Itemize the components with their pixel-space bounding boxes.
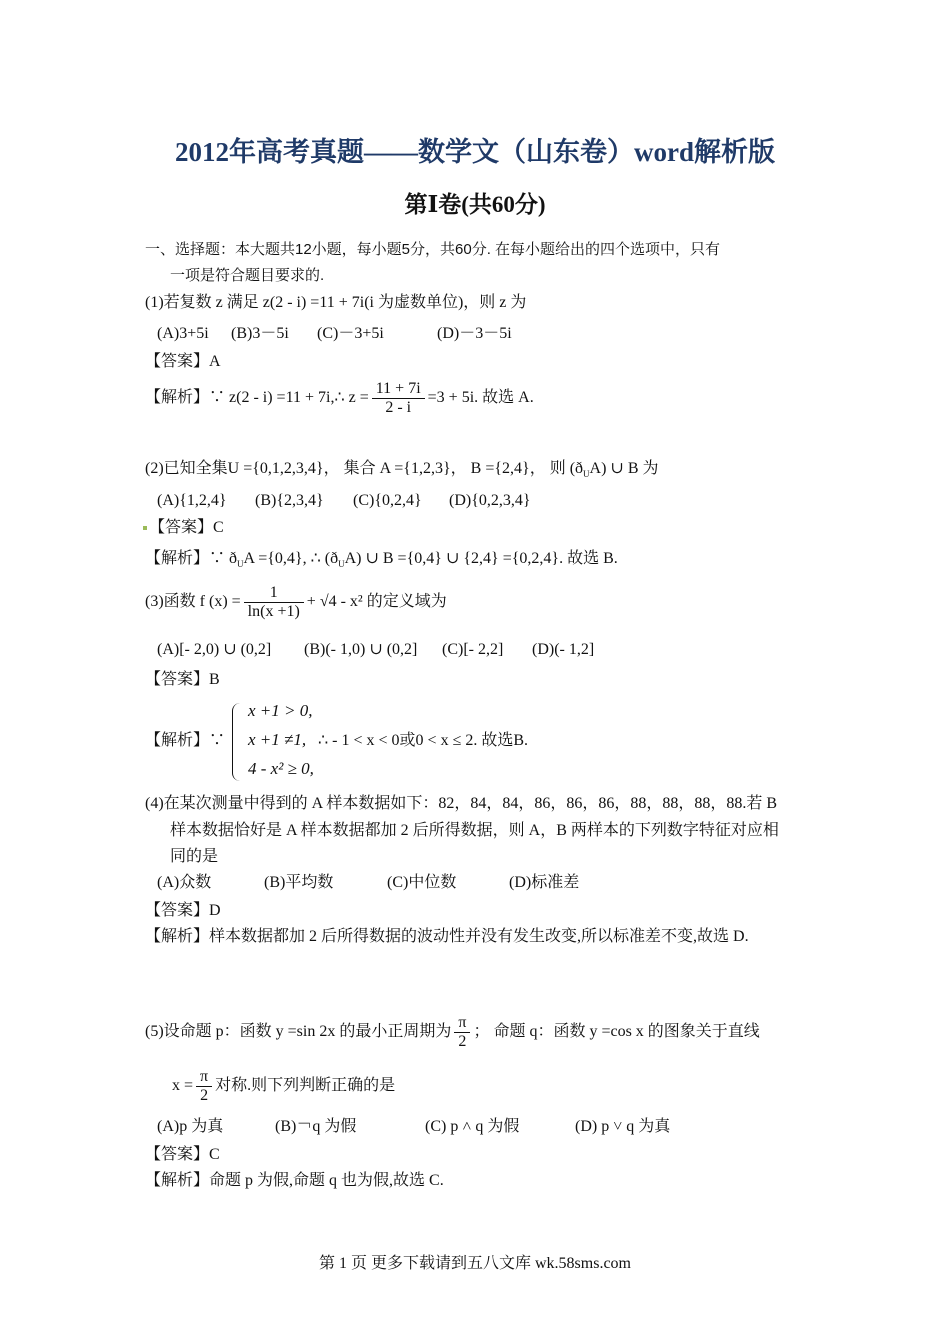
section-subtitle: 第Ⅰ卷(共60分) — [404, 192, 546, 217]
q1-analysis-pre: ∵ z(2 - i) =11 + 7i,∴ z = — [209, 389, 369, 406]
q1-analysis-post: =3 + 5i. 故选 A. — [427, 389, 534, 406]
analysis-tag: 【解析】 — [145, 928, 210, 945]
system-brace — [232, 703, 243, 781]
q5-frac-den: 2 — [458, 1032, 467, 1050]
q3-stem-mid: + √4 - x² — [306, 593, 363, 610]
q3-analysis-label — [145, 731, 225, 751]
q3-option-b: (B)(- 1,0) ∪ (0,2] — [304, 641, 418, 658]
q2-stem — [145, 459, 659, 484]
q4-answer-value: D — [209, 902, 221, 919]
q4-stem-line-1: (4)在某次测量中得到的 A 样本数据如下：82，84，84，86，86，86，88，88，88，88.若 B — [145, 795, 778, 812]
q3-analysis-pre: ∵ — [209, 732, 226, 749]
q1-option-b: (B)3－5i — [231, 325, 289, 342]
q1-options — [157, 324, 512, 344]
q2-analysis-post: A) ∪ B ={0,4} ∪ {2,4} ={0,2,4}. 故选 B. — [344, 550, 618, 567]
analysis-tag: 【解析】 — [145, 732, 210, 749]
q1-analysis — [145, 378, 534, 418]
q5-option-d: (D) p ˅ q 为真 — [575, 1118, 671, 1135]
q1-frac-den: 2 - i — [385, 398, 412, 416]
q5-stem-pre: (5)设命题 p：函数 y =sin 2x 的最小正周期为 — [145, 1023, 452, 1040]
section-heading: 一、选择题：本大题共12小题，每小题5分，共60分. 在每小题给出的四个选项中，只有 — [145, 241, 721, 258]
q2-stem-text: (2)已知全集U ={0,1,2,3,4}， 集合 A ={1,2,3}， B ={2,4}， 则 (ð — [145, 460, 584, 477]
q5-frac-num: π — [454, 1014, 470, 1033]
q4-analysis — [145, 927, 749, 947]
q4-option-b: (B)平均数 — [264, 874, 334, 891]
q1-answer — [145, 352, 221, 372]
q5-options — [157, 1117, 670, 1137]
q2-answer — [141, 518, 224, 538]
q4-option-d: (D)标准差 — [509, 874, 580, 891]
q3-option-d: (D)(- 1,2] — [532, 641, 595, 658]
q1-option-c: (C)－3+5i — [317, 325, 384, 342]
q2-options — [157, 491, 531, 511]
q2-option-b: (B){2,3,4} — [255, 492, 324, 509]
q4-stem-line-3: 同的是 — [170, 848, 219, 865]
q3-stem-pre: (3)函数 f (x) = — [145, 593, 241, 610]
q4-answer — [145, 901, 221, 921]
analysis-tag: 【解析】 — [145, 550, 210, 567]
q2-analysis-sub: U — [237, 559, 244, 570]
answer-tag: 【答案】 — [149, 519, 214, 536]
answer-tag: 【答案】 — [145, 1146, 210, 1163]
q2-stem-end: A) ∪ B 为 — [589, 460, 659, 477]
q5-frac2-den: 2 — [200, 1086, 209, 1104]
q2-analysis-mid: A ={0,4}, ∴ (ð — [243, 550, 339, 567]
q3-frac-num: 1 — [244, 584, 304, 603]
q1-frac-num: 11 + 7i — [372, 380, 425, 399]
q2-stem-sub: U — [583, 469, 590, 480]
q5-analysis-text: 命题 p 为假,命题 q 也为假,故选 C. — [209, 1172, 444, 1189]
q5-analysis — [145, 1171, 444, 1191]
answer-tag: 【答案】 — [145, 902, 210, 919]
marker-dot — [143, 526, 147, 530]
q5-option-c: (C) p ˄ q 为假 — [425, 1118, 520, 1135]
q3-sys-line-2: x +1 ≠1, — [248, 730, 307, 749]
q3-frac-den: ln(x +1) — [247, 602, 300, 620]
q2-option-d: (D){0,2,3,4} — [449, 492, 531, 509]
q4-analysis-text: 样本数据都加 2 后所得数据的波动性并没有发生改变,所以标准差不变,故选 D. — [209, 928, 749, 945]
q2-analysis — [145, 549, 618, 574]
q3-fraction — [244, 584, 304, 621]
q2-option-a: (A){1,2,4} — [157, 492, 227, 509]
q5-stem-post: ； 命题 q：函数 y =cos x 的图象关于直线 — [473, 1023, 760, 1040]
q5-fraction-2 — [196, 1068, 212, 1105]
q3-sys-line-1: x +1 > 0, — [248, 701, 313, 720]
section-heading-cont: 一项是符合题目要求的. — [170, 267, 325, 284]
q5-answer — [145, 1145, 220, 1165]
q4-stem-line-2: 样本数据恰好是 A 样本数据都加 2 后所得数据，则 A，B 两样本的下列数字特征对应相 — [170, 822, 779, 839]
q3-stem-post: 的定义域为 — [366, 593, 447, 610]
q5-line2-post: 对称.则下列判断正确的是 — [215, 1077, 396, 1094]
q4-option-c: (C)中位数 — [387, 874, 457, 891]
q4-option-a: (A)众数 — [157, 874, 212, 891]
q3-option-c: (C)[- 2,2] — [442, 641, 504, 658]
q2-option-c: (C){0,2,4} — [353, 492, 422, 509]
q1-stem: (1)若复数 z 满足 z(2 - i) =11 + 7i(i 为虚数单位)，则 z 为 — [145, 294, 527, 311]
q5-option-b: (B)￢q 为假 — [275, 1118, 357, 1135]
document-title: 2012年高考真题——数学文（山东卷）word解析版 — [175, 137, 775, 167]
q5-stem — [145, 1012, 760, 1052]
q1-answer-value: A — [209, 353, 221, 370]
q2-analysis-sub2: U — [338, 559, 345, 570]
analysis-tag: 【解析】 — [145, 389, 210, 406]
q2-answer-value: C — [213, 519, 224, 536]
q5-option-a: (A)p 为真 — [157, 1118, 224, 1135]
q3-answer — [145, 670, 220, 690]
answer-tag: 【答案】 — [145, 671, 210, 688]
q3-sys-line-3: 4 - x² ≥ 0, — [248, 759, 314, 778]
q4-options — [157, 873, 579, 893]
page-footer: 第 1 页 更多下载请到五八文库 wk.58sms.com — [318, 1255, 631, 1272]
q5-line2-pre: x = — [172, 1077, 194, 1094]
q3-answer-value: B — [209, 671, 220, 688]
q1-option-d: (D)－3－5i — [437, 325, 512, 342]
q3-stem — [145, 580, 447, 624]
q1-option-a: (A)3+5i — [157, 325, 209, 342]
q3-analysis-post: ∴ - 1 < x < 0或0 < x ≤ 2. 故选B. — [318, 732, 529, 749]
q3-option-a: (A)[- 2,0) ∪ (0,2] — [157, 641, 272, 658]
q5-frac2-num: π — [196, 1068, 212, 1087]
q2-analysis-pre: ∵ ð — [209, 550, 238, 567]
analysis-tag: 【解析】 — [145, 1172, 210, 1189]
q5-fraction — [454, 1014, 470, 1051]
q3-options — [157, 640, 594, 660]
q5-answer-value: C — [209, 1146, 220, 1163]
q1-fraction — [372, 380, 425, 417]
answer-tag: 【答案】 — [145, 353, 210, 370]
q5-line-2 — [172, 1066, 395, 1106]
